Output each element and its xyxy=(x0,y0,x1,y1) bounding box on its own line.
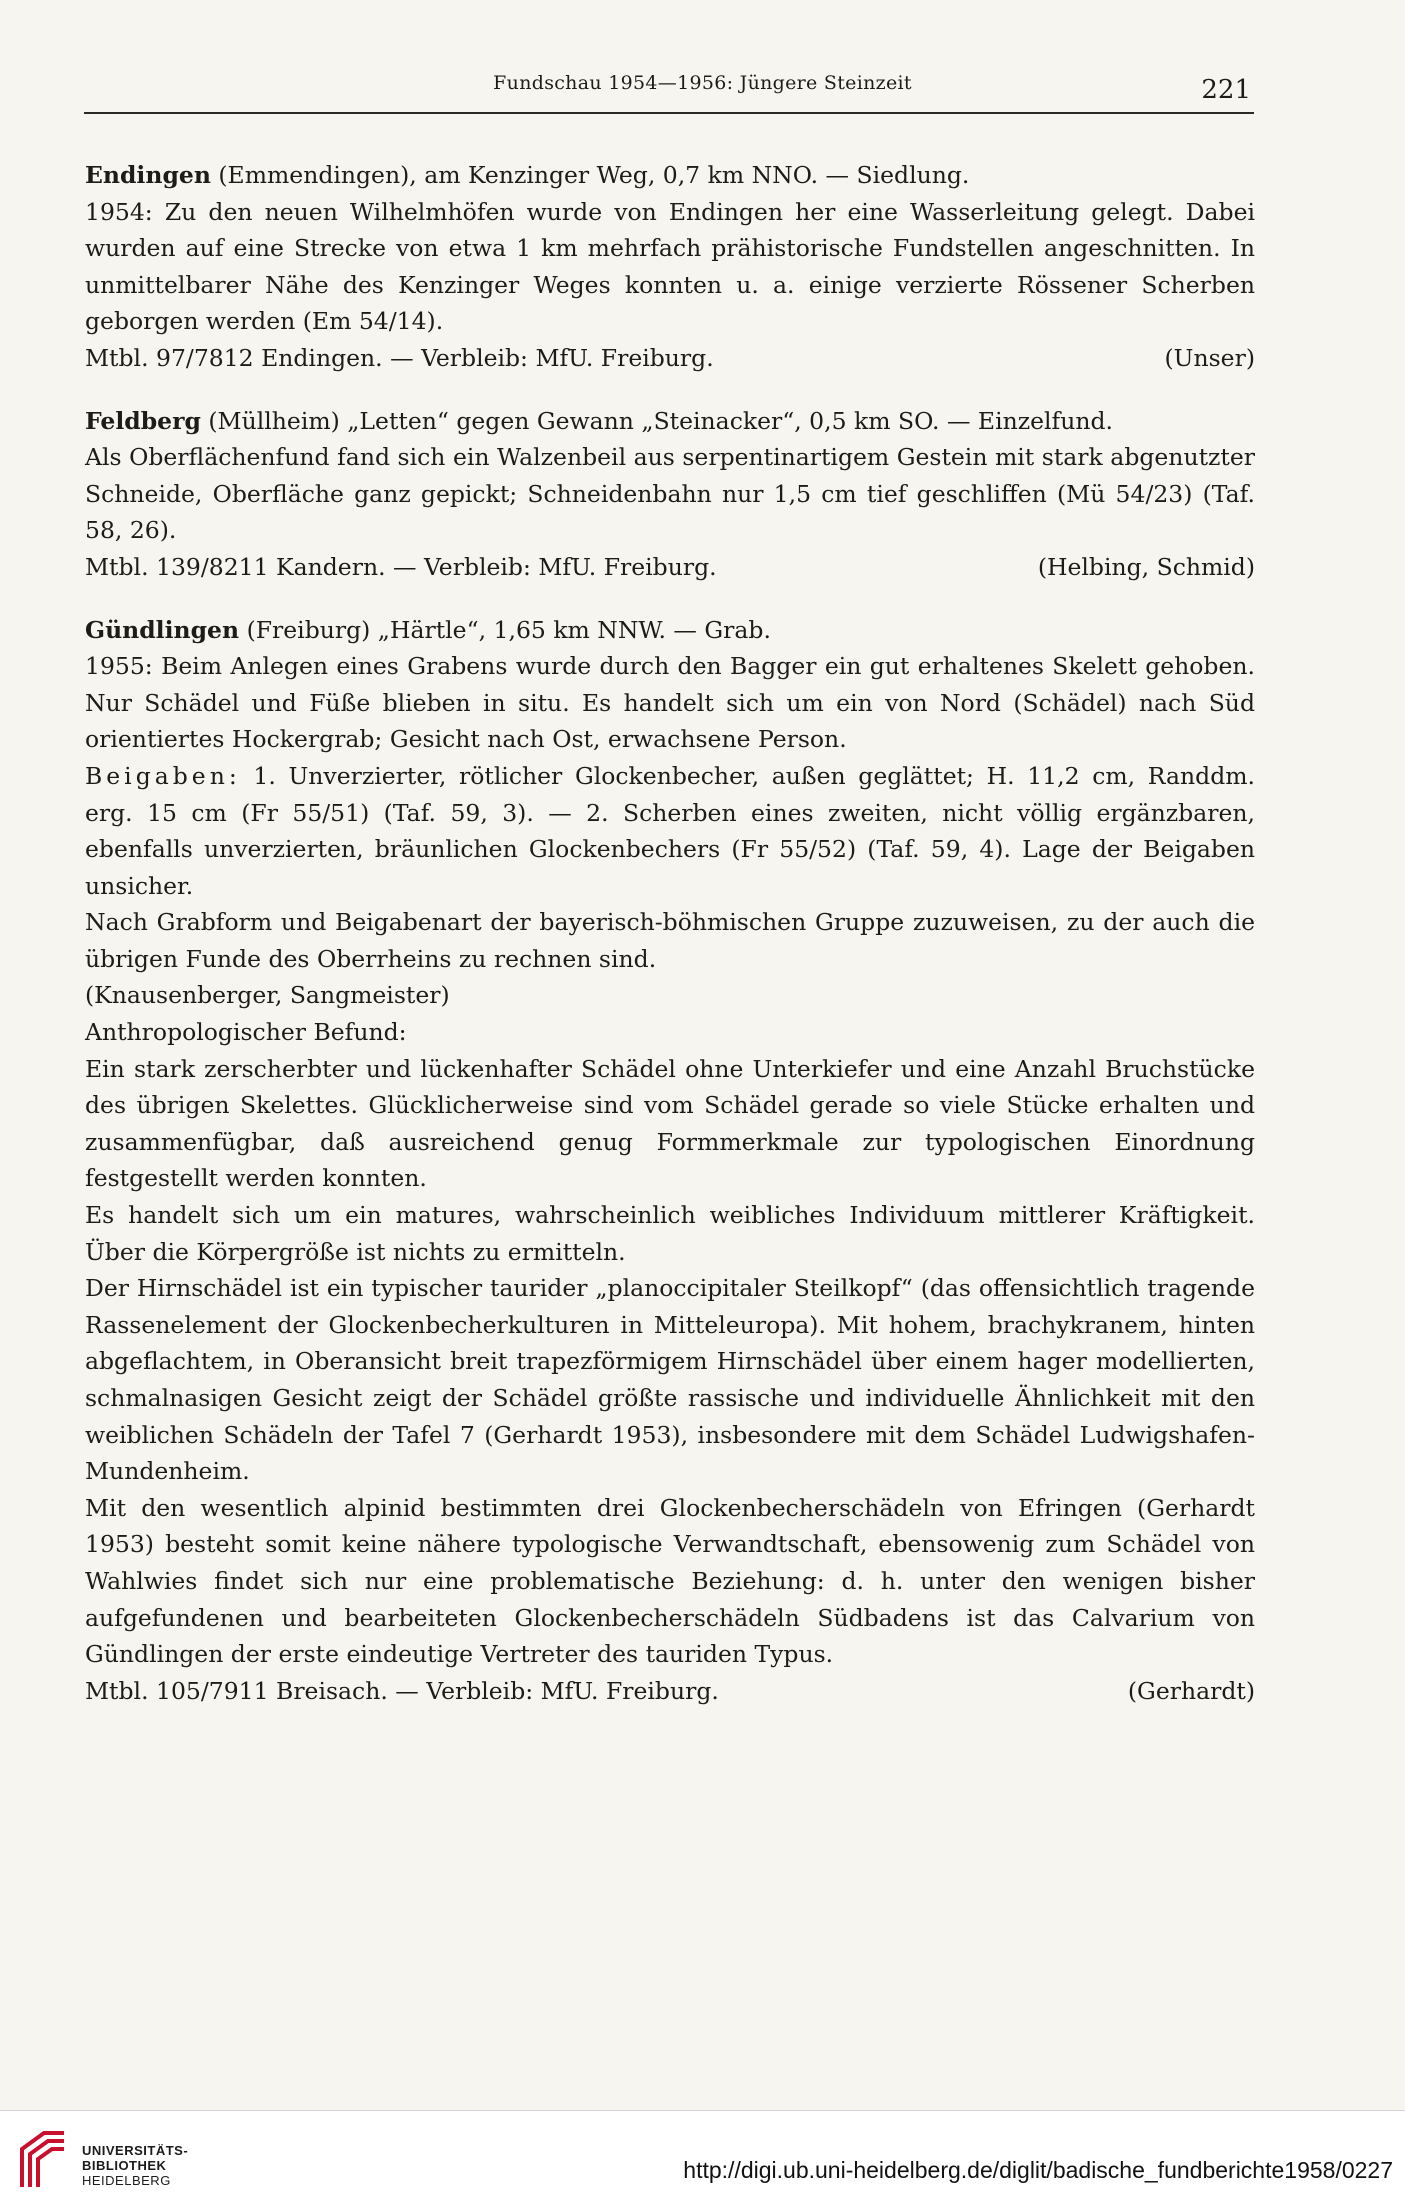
author-credit: (Unser) xyxy=(1164,343,1255,372)
entry-paragraph: 1954: Zu den neuen Wilhelmhöfen wurde von Endingen her eine Wasserleitung gelegt. Dabei wurden auf eine Strecke von etwa 1 km mehrfach prähistorische Fundstellen angeschnitten. In unmittelbarer Nähe des Kenzinger Weges konnten u. a. einige verzierte Rössener Scherben geborgen werden (Em 54/14). xyxy=(85,197,1255,336)
site-details: (Müllheim) „Letten“ gegen Gewann „Steinacker“, 0,5 km SO. — Einzelfund. xyxy=(200,406,1114,435)
entry-heading xyxy=(85,157,1255,194)
site-name: Gündlingen xyxy=(85,615,240,644)
grave-goods-label: Beigaben: xyxy=(85,761,241,790)
site-name: Feldberg xyxy=(85,406,201,435)
entry-heading xyxy=(85,403,1255,440)
header-rule xyxy=(84,112,1254,114)
entry-guendlingen xyxy=(85,612,1255,1710)
library-logo-text xyxy=(82,2143,188,2188)
permalink-url[interactable]: http://digi.ub.uni-heidelberg.de/diglit/badische_fundberichte1958/0227 xyxy=(683,2157,1393,2183)
site-details: (Freiburg) „Härtle“, 1,65 km NNW. — Grab. xyxy=(239,615,771,644)
page-number: 221 xyxy=(1201,75,1251,105)
entry-feldberg xyxy=(85,403,1255,586)
map-reference-line xyxy=(85,1673,1255,1710)
running-title: Fundschau 1954—1956: Jüngere Steinzeit xyxy=(493,72,912,94)
anthropology-paragraph: Der Hirnschädel ist ein typischer taurider „planoccipitaler Steilkopf“ (das offensichtlich tragende Rassenelement der Glockenbecherkulturen in Mitteleuropa). Mit hohem, brachykranem, hinten abgeflachtem, in Oberansicht breit trapezförmigem Hirnschädel über einem hager modellierten, schmalnasigen Gesicht zeigt der Schädel größte rassische und individuelle Ähnlichkeit mit den weiblichen Schädeln der Tafel 7 (Gerhardt 1953), insbesondere mit dem Schädel Ludwigshafen-Mundenheim. xyxy=(85,1274,1255,1486)
library-logo-icon xyxy=(14,2127,72,2193)
anthropology-heading: Anthropologischer Befund: xyxy=(85,1018,407,1047)
anthropology-paragraph: Mit den wesentlich alpinid bestimmten drei Glockenbecherschädeln von Efringen (Gerhardt 1953) besteht somit keine nähere typologische Verwandtschaft, ebensowenig zum Schädel von Wahlwies findet sich nur eine problematische Beziehung: d. h. unter den wenigen bisher aufgefundenen und bearbeiteten Glockenbecherschädeln Südbadens ist das Calvarium von Gündlingen der erste eindeutige Vertreter des tauriden Typus. xyxy=(85,1493,1255,1669)
map-reference-line xyxy=(85,340,1255,377)
grave-goods-text: 1. Unverzierter, rötlicher Glockenbecher, außen geglättet; H. 11,2 cm, Randdm. erg. 15 cm (Fr 55/51) (Taf. 59, 3). — 2. Scherben eines zweiten, nicht völlig ergänzbaren, ebenfalls unverzierten, bräunlichen Glockenbechers (Fr 55/52) (Taf. 59, 4). Lage der Beigaben unsicher. xyxy=(85,761,1255,900)
logo-line: UNIVERSITÄTS- xyxy=(82,2143,189,2158)
author-credit: (Knausenberger, Sangmeister) xyxy=(85,981,450,1010)
logo-line: HEIDELBERG xyxy=(82,2173,171,2188)
entry-endingen xyxy=(85,157,1255,377)
article-body xyxy=(85,157,1255,1735)
entry-paragraph: Als Oberflächenfund fand sich ein Walzenbeil aus serpentinartigem Gestein mit stark abgenutzter Schneide, Oberfläche ganz gepickt; Schneidenbahn nur 1,5 cm tief geschliffen (Mü 54/23) (Taf. 58, 26). xyxy=(85,443,1255,545)
entry-paragraph: Nach Grabform und Beigabenart der bayerisch-böhmischen Gruppe zuzuweisen, zu der auch die übrigen Funde des Oberrheins zu rechnen sind. xyxy=(85,908,1255,973)
author-credit: (Helbing, Schmid) xyxy=(1037,552,1255,581)
map-reference: Mtbl. 97/7812 Endingen. — Verbleib: MfU. Freiburg. xyxy=(85,343,714,372)
map-reference-line xyxy=(85,549,1255,586)
author-credit: (Gerhardt) xyxy=(1127,1676,1255,1705)
logo-line: BIBLIOTHEK xyxy=(82,2158,167,2173)
site-name: Endingen xyxy=(85,161,211,189)
map-reference: Mtbl. 139/8211 Kandern. — Verbleib: MfU. Freiburg. xyxy=(85,552,717,581)
entry-paragraph: 1955: Beim Anlegen eines Grabens wurde durch den Bagger ein gut erhaltenes Skelett gehoben. Nur Schädel und Füße blieben in situ. Es handelt sich um ein von Nord (Schädel) nach Süd orientiertes Hockergrab; Gesicht nach Ost, erwachsene Person. xyxy=(85,652,1255,754)
map-reference: Mtbl. 105/7911 Breisach. — Verbleib: MfU. Freiburg. xyxy=(85,1676,719,1705)
library-footer xyxy=(0,2110,1405,2211)
anthropology-paragraph: Es handelt sich um ein matures, wahrscheinlich weibliches Individuum mittlerer Kräftigkeit. Über die Körpergröße ist nichts zu ermitteln. xyxy=(85,1201,1255,1266)
entry-heading xyxy=(85,612,1255,649)
site-details: (Emmendingen), am Kenzinger Weg, 0,7 km NNO. — Siedlung. xyxy=(210,161,970,189)
anthropology-paragraph: Ein stark zerscherbter und lückenhafter Schädel ohne Unterkiefer und eine Anzahl Bruchstücke des übrigen Skelettes. Glücklicherweise sind vom Schädel gerade so viele Stücke erhalten und zusammenfügbar, daß ausreichend genug Formmerkmale zur typologischen Einordnung festgestellt werden konnten. xyxy=(85,1054,1255,1193)
grave-goods-paragraph xyxy=(85,758,1255,904)
